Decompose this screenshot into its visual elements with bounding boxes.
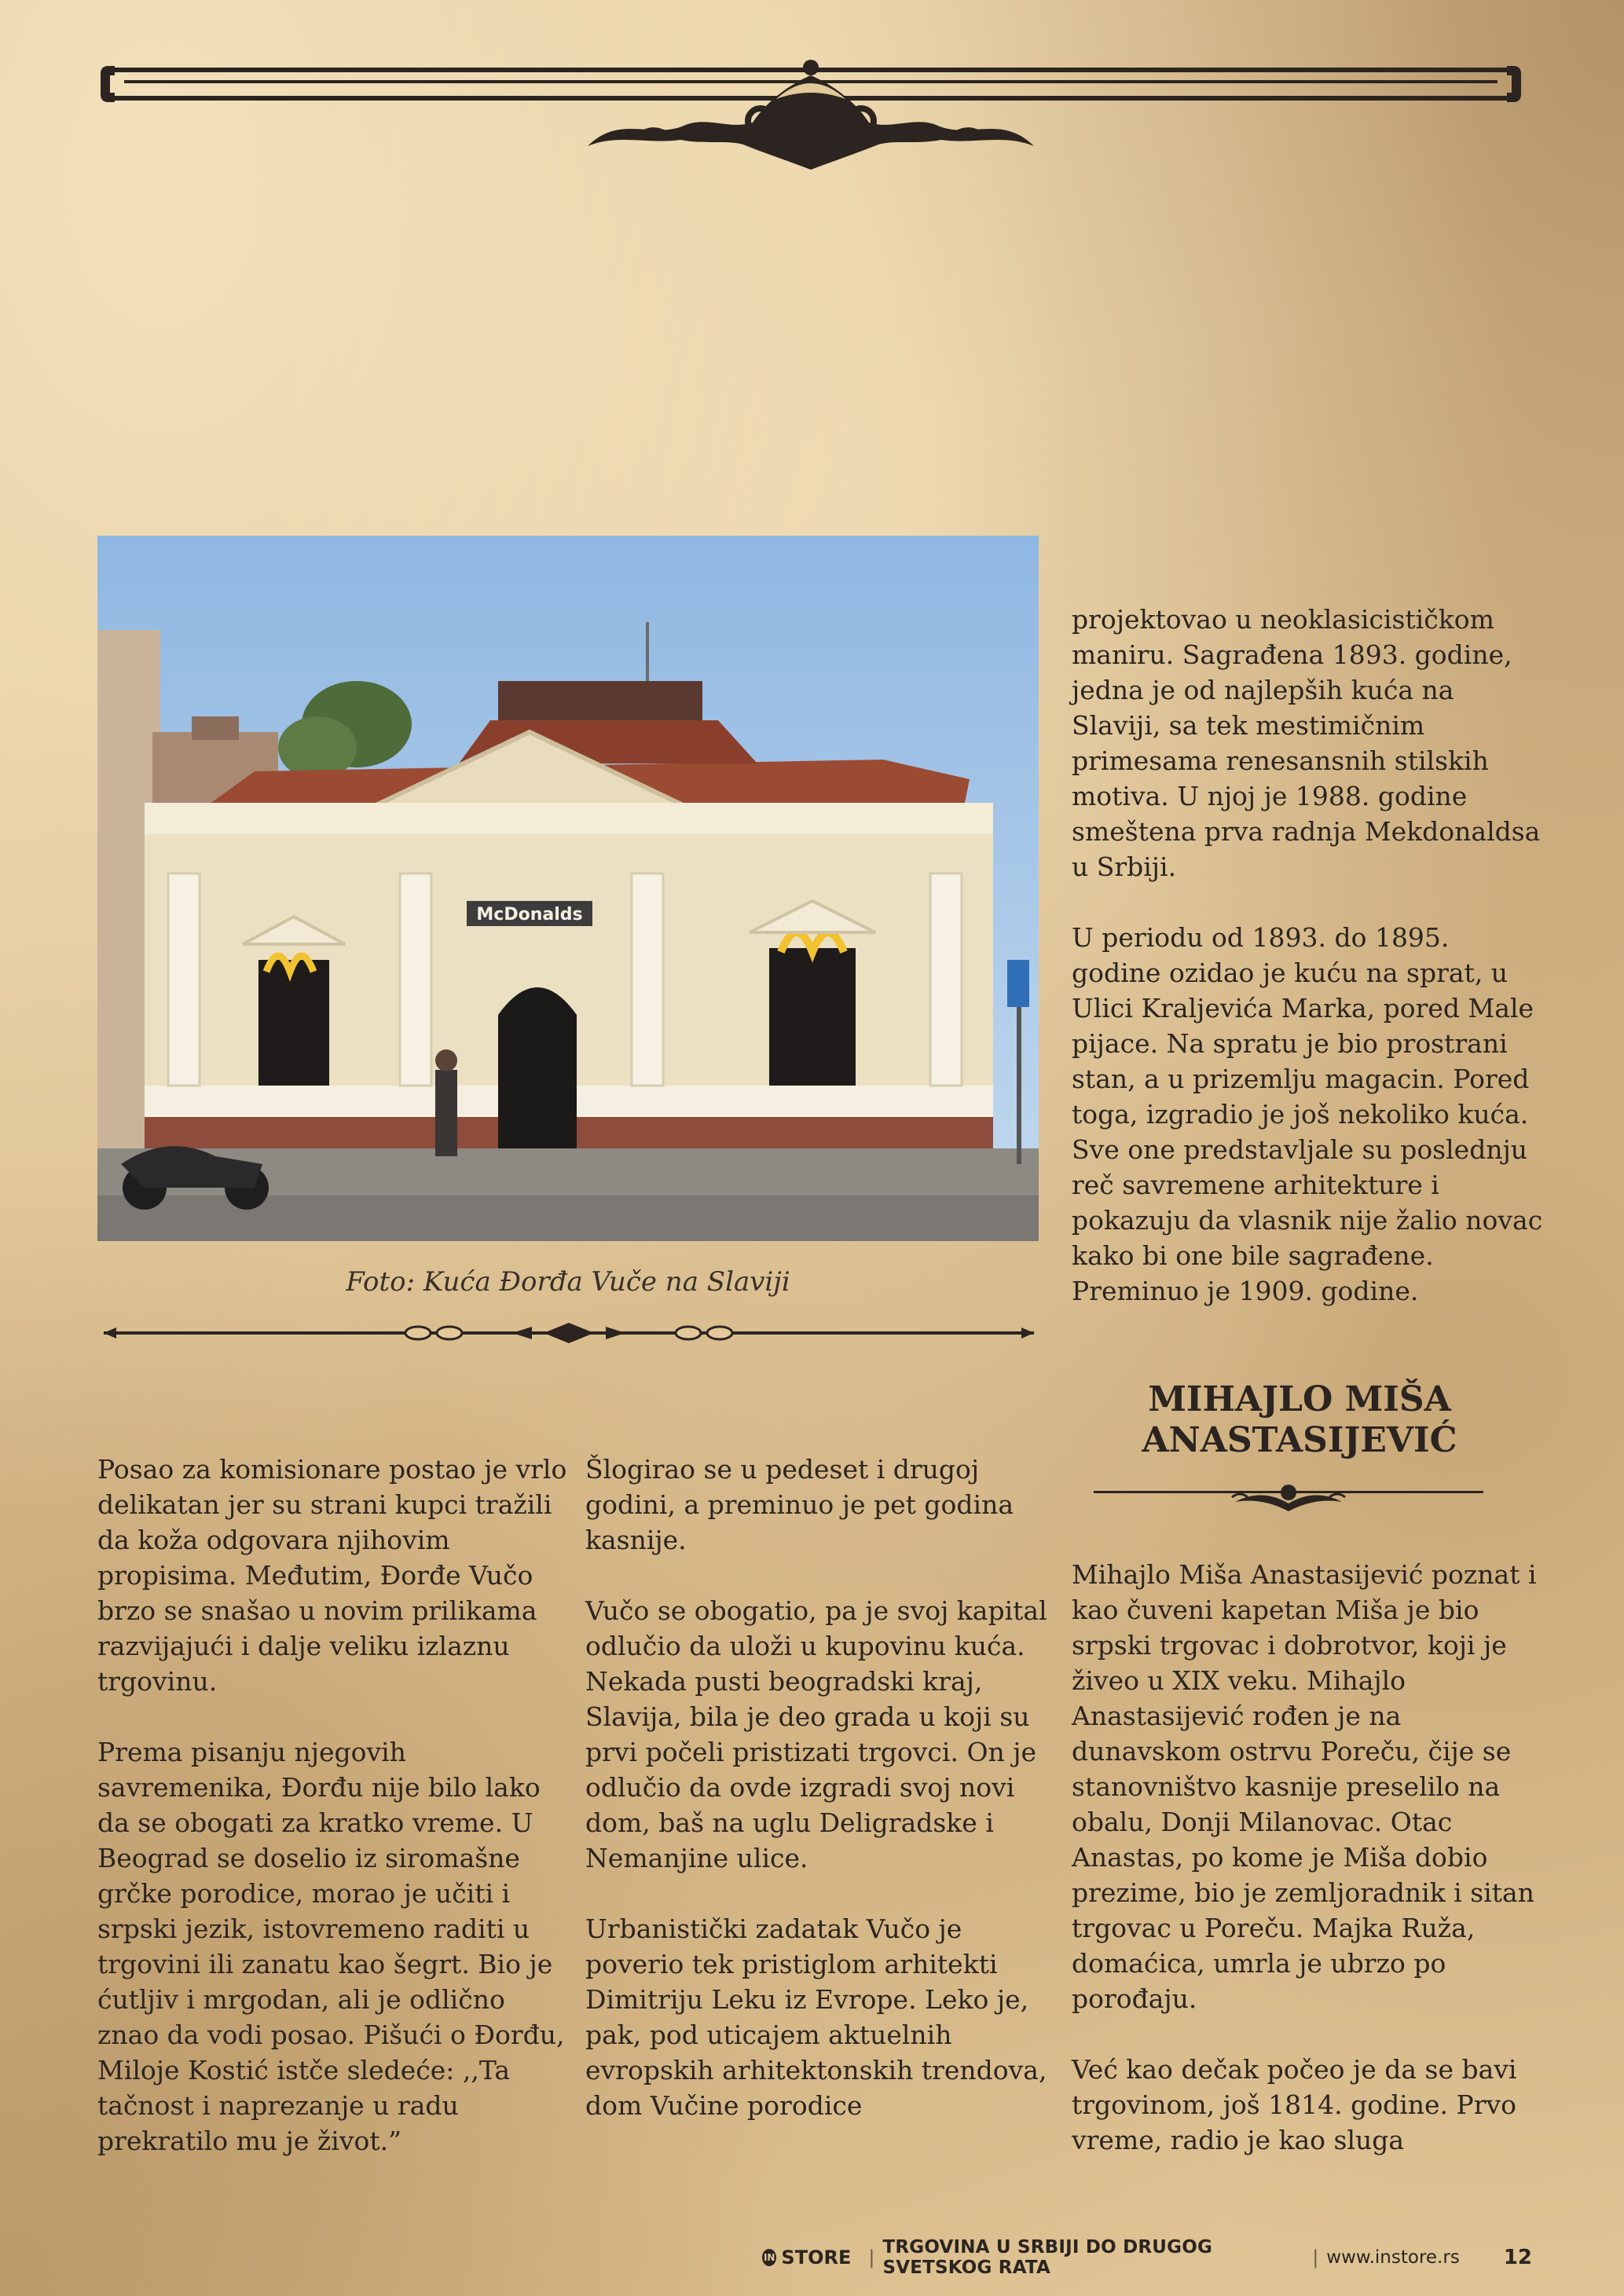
section-heading-line-1: MIHAJLO MIŠA — [1148, 1379, 1451, 1419]
section-heading-line-2: ANASTASIJEVIĆ — [1142, 1420, 1457, 1460]
column3-paragraph-2: U periodu od 1893. do 1895. godine ozidao je kuću na sprat, u Ulici Kraljevića Marka, pored Male pijace. Na spratu je bio prostrani stan, a u prizemlju magacin. Pored toga, izgradio je još nekoliko kuća. Sve one predstavljale su poslednju reč savremene arhitekture i pokazuju da vlasnik nije žalio novac kako bi one bile sagrađene. Preminuo je 1909. godine. — [1072, 922, 1543, 1306]
column2-paragraph-3: Urbanistički zadatak Vučo je poverio tek pristiglom arhitekti Dimitriju Leku iz Evrope. Leko je, pak, pod uticajem aktuelnih evropskih arhitektonskih trendova, dom Vučine porodice — [585, 1913, 1047, 2121]
photo-caption: Foto: Kuća Đorđa Vuče na Slaviji — [346, 1266, 790, 1298]
footer-separator: | — [868, 2247, 875, 2269]
text-column-3-bottom — [1072, 1557, 1543, 2193]
footer-url[interactable]: www.instore.rs — [1326, 2247, 1460, 2268]
top-ornament-flourish-icon — [101, 52, 1521, 170]
column1-paragraph-2: Prema pisanju njegovih savremenika, Đorđu nije bilo lako da se obogati za kratko vreme. U Beograd se doselio iz siromašne grčke porodice, morao je učiti i srpski jezik, istovremeno raditi u trgovini ili zanatu kao šegrt. Bio je ćutljiv i mrgodan, ali je odlično znao da vodi posao. Pišući o Đorđu, Miloje Kostić istče sledeće: ,,Ta tačnost i naprezanje u radu prekratilo mu je život.” — [97, 1737, 565, 2156]
column3b-paragraph-2: Već kao dečak počeo je da se bavi trgovinom, još 1814. godine. Prvo vreme, radio je kao sluga — [1072, 2054, 1517, 2155]
text-column-3-top — [1072, 602, 1543, 1344]
heading-divider-flourish-icon — [1094, 1480, 1483, 1516]
page-footer — [762, 2237, 1532, 2278]
text-column-2 — [585, 1452, 1057, 2159]
footer-title: TRGOVINA U SRBIJI DO DRUGOG SVETSKOG RATA — [882, 2237, 1213, 2278]
column3-paragraph-1: projektovao u neoklasicističkom maniru. Sagrađena 1893. godine, jedna je od najlepših kuća na Slaviji, sa tek mestimičnim primesama renesansnih stilskih motiva. U njoj je 1988. godine smeštena prva radnja Mekdonaldsa u Srbiji. — [1072, 604, 1541, 882]
building-photo — [97, 536, 1039, 1241]
photo-sign-text: McDonalds — [476, 905, 583, 925]
column2-paragraph-1: Šlogirao se u pedeset i drugoj godini, a preminuo je pet godina kasnije. — [585, 1454, 1014, 1555]
column2-paragraph-2: Vučo se obogatio, pa je svoj kapital odlučio da uloži u kupovinu kuća. Nekada pusti beogradski kraj, Slavija, bila je deo grada u koji su prvi počeli pristizati trgovci. On je odlučio da ovde izgradi svoj novi dom, baš na uglu Deligradske i Nemanjine ulice. — [585, 1595, 1047, 1873]
section-heading — [1072, 1379, 1527, 1461]
footer-brand: STORE — [781, 2247, 852, 2269]
column3b-paragraph-1: Mihajlo Miša Anastasijević poznat i kao čuveni kapetan Miša je bio srpski trgovac i dobrotvor, koji je živeo u XIX veku. Mihajlo Anastasijević rođen je na dunavskom ostrvu Poreču, čije se stanovništvo kasnije preselilo na obalu, Donji Milanovac. Otac Anastas, po kome je Miša dobio prezime, bio je zemljoradnik i sitan trgovac u Poreču. Majka Ruža, domaćica, umrla je ubrzo po porođaju. — [1072, 1559, 1537, 2014]
instore-logo-icon: IN — [762, 2249, 776, 2266]
photo-divider-rule-icon — [104, 1320, 1034, 1346]
footer-separator: | — [1312, 2247, 1319, 2269]
column1-paragraph-1: Posao za komisionare postao je vrlo delikatan jer su strani kupci tražili da koža odgovara njihovim propisima. Međutim, Đorđe Vučo brzo se snašao u novim prilikama razvijajući i dalje veliku izlaznu trgovinu. — [97, 1454, 567, 1697]
text-column-1 — [97, 1452, 569, 2194]
page-number: 12 — [1503, 2246, 1532, 2269]
